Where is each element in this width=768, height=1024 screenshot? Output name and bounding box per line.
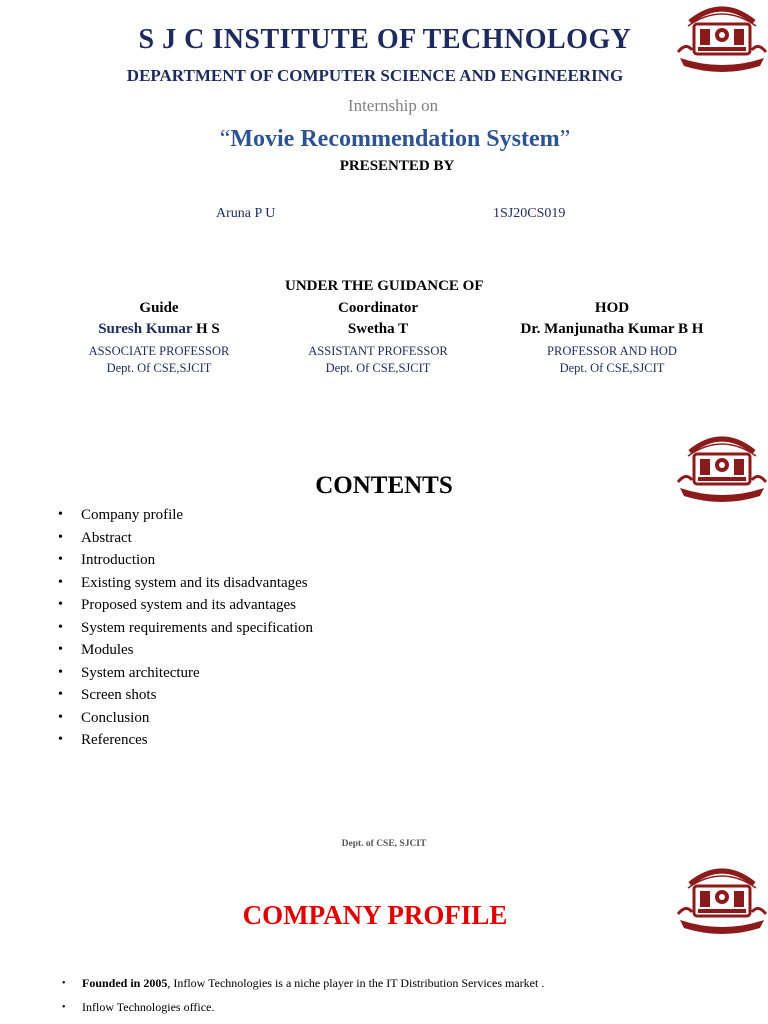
list-item-label: References <box>81 732 148 748</box>
coordinator-designation: ASSISTANT PROFESSOR <box>308 344 448 358</box>
hod-column <box>512 300 712 376</box>
list-item-label: System requirements and specification <box>81 619 314 636</box>
bullet-icon: • <box>58 552 63 567</box>
bullet-icon: • <box>58 574 63 590</box>
list-item-text: Inflow Technologies office. <box>82 1000 215 1014</box>
bullet-icon: • <box>58 529 63 545</box>
list-item-label: System architecture <box>81 664 200 681</box>
list-item <box>58 505 313 528</box>
list-item-label: Proposed system and its advantages <box>81 597 296 613</box>
founded-rest: , Inflow Technologies is a niche player in the IT Distribution Services market . <box>167 976 545 990</box>
list-item <box>58 573 313 596</box>
coordinator-role: Coordinator <box>338 300 418 316</box>
bullet-icon: • <box>58 619 63 635</box>
guide-dept: Dept. Of CSE,SJCIT <box>106 361 212 375</box>
coordinator-name: Swetha T <box>347 321 409 337</box>
guide-name-last: H S <box>192 321 220 337</box>
guide-name-first: Suresh Kumar <box>98 321 193 337</box>
topic-close-quote: ” <box>559 126 571 152</box>
list-item <box>62 976 544 1000</box>
hod-dept: Dept. Of CSE,SJCIT <box>559 361 665 375</box>
list-item <box>58 685 313 708</box>
project-topic <box>0 126 768 153</box>
list-item <box>58 640 313 663</box>
coordinator-dept: Dept. Of CSE,SJCIT <box>325 361 431 375</box>
contents-title: CONTENTS <box>315 472 453 499</box>
bullet-icon: • <box>58 642 63 657</box>
hod-designation: PROFESSOR AND HOD <box>547 344 677 358</box>
student-usn: 1SJ20CS019 <box>493 206 566 221</box>
college-emblem-icon <box>676 2 768 74</box>
contents-list <box>58 505 313 753</box>
student-name: Aruna P U <box>216 206 276 221</box>
list-item-label: Existing system and its disadvantages <box>81 574 308 591</box>
hod-role: HOD <box>594 300 630 316</box>
institute-title: S J C INSTITUTE OF TECHNOLOGY <box>138 24 632 55</box>
bullet-icon: • <box>62 978 66 989</box>
list-item <box>58 528 313 551</box>
list-item-label: Company profile <box>81 507 184 523</box>
list-item-label: Conclusion <box>81 709 150 726</box>
bullet-icon: • <box>58 664 63 680</box>
guidance-heading: UNDER THE GUIDANCE OF <box>285 278 484 294</box>
topic-open-quote: “ <box>219 126 231 152</box>
guide-name <box>64 321 254 338</box>
list-item-label: Introduction <box>81 552 156 568</box>
guide-designation: ASSOCIATE PROFESSOR <box>88 344 230 358</box>
presented-by-heading: PRESENTED BY <box>339 158 455 174</box>
department-title: DEPARTMENT OF COMPUTER SCIENCE AND ENGINEERING <box>126 66 624 85</box>
coordinator-column <box>283 300 473 376</box>
guide-role: Guide <box>139 300 179 316</box>
founded-highlight: Founded in 2005 <box>82 976 168 990</box>
list-item <box>58 708 313 731</box>
list-item <box>58 618 313 641</box>
company-profile-list <box>62 976 544 1024</box>
list-item-label: Modules <box>81 642 134 658</box>
list-item <box>58 663 313 686</box>
bullet-icon: • <box>58 507 63 522</box>
company-profile-title: COMPANY PROFILE <box>242 900 508 930</box>
list-item <box>58 730 313 753</box>
bullet-icon: • <box>58 709 63 725</box>
bullet-icon: • <box>62 1002 66 1013</box>
bullet-icon: • <box>58 687 63 702</box>
list-item-label: Abstract <box>81 529 132 546</box>
list-item <box>58 595 313 618</box>
topic-text: Movie Recommendation System <box>230 126 560 152</box>
slide-footer: Dept. of CSE, SJCIT <box>341 839 427 849</box>
bullet-icon: • <box>58 597 63 612</box>
list-item <box>62 1000 544 1024</box>
internship-label: Internship on <box>347 96 439 115</box>
bullet-icon: • <box>58 732 63 747</box>
list-item-label: Screen shots <box>81 687 157 703</box>
list-item-text <box>82 976 544 1000</box>
guide-column <box>64 300 254 376</box>
list-item <box>58 550 313 573</box>
hod-name: Dr. Manjunatha Kumar B H <box>520 321 704 337</box>
